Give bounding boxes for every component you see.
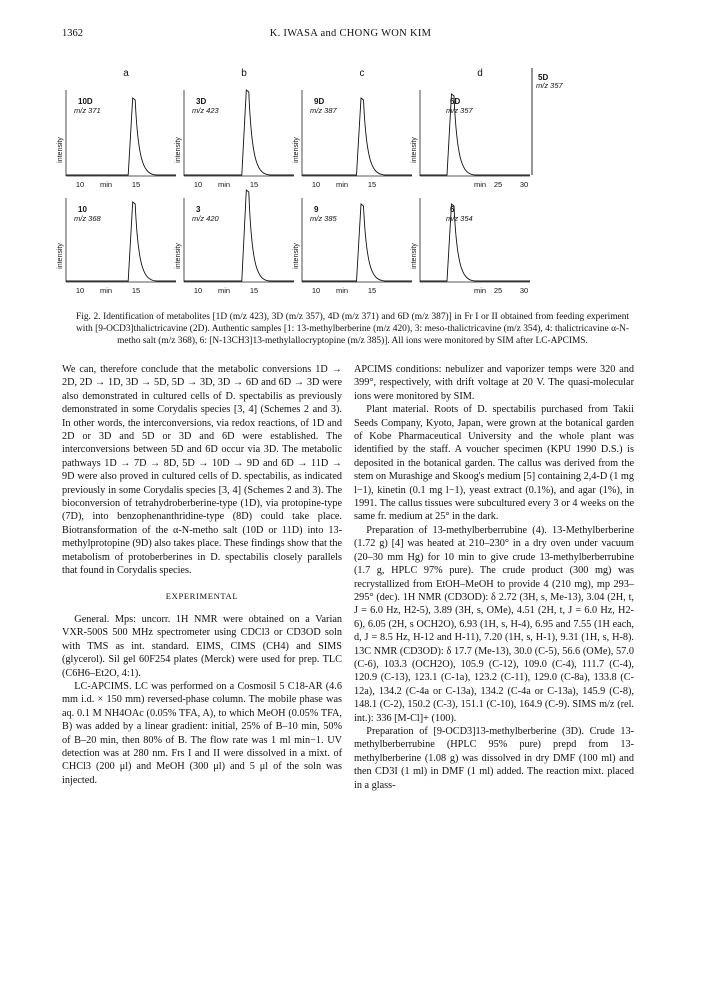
peak-label: 6	[450, 205, 455, 214]
x-tick-label: min	[473, 180, 487, 189]
x-tick-label: 10	[193, 286, 203, 295]
x-tick-label: 30	[519, 180, 529, 189]
x-tick-label: min	[217, 180, 231, 189]
y-axis-label: intensity	[411, 137, 418, 163]
y-axis-label: intensity	[57, 137, 64, 163]
x-tick-label: 10	[311, 180, 321, 189]
panel-letter: d	[477, 68, 483, 79]
peak-label: 10	[78, 205, 87, 214]
mz-label: m/z 354	[446, 214, 473, 223]
chromatogram-trace	[420, 204, 530, 281]
paragraph: LC-APCIMS. LC was performed on a Cosmosil 5 C18-AR (4.6 mm i.d. × 150 mm) reversed-phase column. The mobile phase was aq. 0.1 M NH4OAc (0.05% TFA, A), to which MeOH (0.05% TFA, B) was added by a linear gradient: initial, 25% of B–10 min, 50% of B–20 min, then 80% of B. The flow rate was 1 ml min−1. UV detection was at 280 nm. Frs I and II were dissolved in a mixt. of CHCl3 (200 μl) and MeOH (300 μl) and 5 μl of the soln was injected.	[62, 680, 342, 786]
running-title: K. IWASA and CHONG WON KIM	[269, 28, 432, 39]
page-number: 1362	[62, 28, 83, 39]
x-tick-label: min	[473, 286, 487, 295]
x-tick-label: 10	[193, 180, 203, 189]
x-tick-label: 25	[493, 180, 503, 189]
mz-label: m/z 357	[446, 106, 473, 115]
x-tick-label: min	[335, 286, 349, 295]
mz-label: m/z 420	[192, 214, 219, 223]
x-tick-label: min	[217, 286, 231, 295]
peak-label: 9	[314, 205, 319, 214]
y-axis-label: intensity	[175, 137, 182, 163]
figure-2-chromatograms	[57, 54, 642, 306]
mz-label: m/z 423	[192, 106, 219, 115]
y-axis-label: intensity	[293, 243, 300, 269]
x-tick-label: 15	[249, 286, 259, 295]
peak-label: 6D	[450, 97, 461, 106]
right-column	[354, 363, 634, 792]
chromatogram-trace	[420, 94, 530, 175]
x-tick-label: 25	[493, 286, 503, 295]
paragraph: APCIMS conditions: nebulizer and vaporizer temps were 320 and 399°, respectively, with drift voltage at 20 V. The quasi-molecular ions were monitored by SIM.	[354, 364, 634, 402]
x-tick-label: 10	[75, 286, 85, 295]
x-tick-label: 15	[249, 180, 259, 189]
section-heading: EXPERIMENTAL	[165, 590, 239, 601]
panel-letter: c	[359, 68, 365, 79]
x-tick-label: 15	[367, 286, 377, 295]
mz-label: m/z 387	[310, 106, 337, 115]
mz-label: m/z 368	[74, 214, 101, 223]
paragraph: Preparation of 13-methylberberrubine (4). 13-Methylberberine (1.72 g) [4] was heated at 210–230° in a dry oven under vacuum (20–30 mm Hg) for 10 min to give crude 13-methylberberrubine (1.7 g, HPLC 97% pure). The crude product (300 mg) was recrystallized from EtOH–MeOH to provide 4 (210 mg), mp 293–295° (dec). 1H NMR (CD3OD): δ 2.72 (3H, s, Me-13), 3.04 (2H, t, J = 6.0 Hz, H2-5), 3.89 (3H, s, OMe), 4.51 (2H, t, J = 6.0 Hz, H2-6), 6.05 (2H, s OCH2O), 6.93 (1H, s, H-4), 6.95 and 7.55 (1H each, d, J = 8.5 Hz, H-12 and H-11), 7.20 (1H, s, H-1), 9.31 (1H, s, H-8). 13C NMR (CD3OD): δ 17.7 (Me-13), 30.0 (C-5), 56.6 (OMe), 57.0 (C-6), 103.3 (OCH2O), 105.9 (C-12), 109.0 (C-4), 111.7 (C-4), 120.9 (C-13), 123.1 (C-1a), 123.2 (C-11), 129.0 (C-8a), 133.8 (C-12a), 134.2 (C-4a or C-13a), 134.2 (C-4a or C-13a), 145.9 (C-8), 148.1 (C-2), 150.2 (C-3), 151.1 (C-10), 164.9 (C-9). SIMS m/z (rel. int.): 336 [M-Cl]+ (100).	[354, 524, 634, 724]
x-tick-label: 15	[131, 286, 141, 295]
peak-label: 3	[196, 205, 201, 214]
mz-label: m/z 371	[74, 106, 101, 115]
panel-letter: b	[241, 68, 247, 79]
y-axis-label: intensity	[57, 243, 64, 269]
paragraph: General. Mps: uncorr. 1H NMR were obtained on a Varian VXR-500S 500 MHz spectrometer using CDCl3 or CD3OD soln with TMS as int. standard. EIMS, CIMS (CH4) and SIMS (glycerol). Sil gel 60F254 plates (Merck) were used for prep. TLC (C6H6–Et2O, 4:1).	[62, 613, 342, 679]
x-tick-label: min	[335, 180, 349, 189]
panel-letter: a	[123, 68, 129, 79]
x-tick-label: min	[99, 180, 113, 189]
y-axis-label: intensity	[411, 243, 418, 269]
peak-label: 9D	[314, 97, 325, 106]
x-tick-label: min	[99, 286, 113, 295]
x-tick-label: 10	[75, 180, 85, 189]
peak-label: 3D	[196, 97, 207, 106]
x-tick-label: 30	[519, 286, 529, 295]
left-column	[62, 363, 342, 787]
x-tick-label: 15	[367, 180, 377, 189]
figure-caption: Fig. 2. Identification of metabolites [1D (m/z 423), 3D (m/z 357), 4D (m/z 371) and 6D (m/z 387)] in Fr I or II obtained from feeding experiment with [9-OCD3]thalictricavine (2D). Authentic samples [1: 13-methylberberine (m/z 420), 3: meso-thalictricavine (m/z 354), 4: thalictricavine α-N-metho salt (m/z 368), 6: [N-13CH3]13-methylallocryptopine (m/z 385)]. All ions were monitored by SIM after LC-APCIMS.	[76, 312, 629, 346]
paragraph: Plant material. Roots of D. spectabilis purchased from Takii Seeds Company, Kyoto, Japan, were grown at the botanical garden of Kobe Pharmaceutical University and the whole plant was identified by the staff. A voucher specimen (KPU 1990 D.S.) is deposited in the botanical garden. The callus was derived from the stem on Murashige and Skoog's medium [5] containing 2,4-D (1 mg l−1), kinetin (0.1 mg l−1), yeast extract (0.1%), and agar (1%), in 1991. The callus tissues were subcultured every 3 or 4 weeks on the same fr. medium at 25° in the dark.	[354, 404, 634, 523]
peak-label: 10D	[78, 97, 93, 106]
x-tick-label: 10	[311, 286, 321, 295]
paragraph: Preparation of [9-OCD3]13-methylberberine (3D). Crude 13-methylberberrubine (HPLC 95% pure) prepd from 13-methylberberine (1.08 g) was dissolved in dry DMF (100 ml) and then CD3I (1 ml) in DMF (1 ml) added. The reaction mixt. placed in a glass-	[354, 725, 634, 791]
peak-label: 5D	[538, 73, 549, 82]
y-axis-label: intensity	[175, 243, 182, 269]
chromatogram-trace	[184, 190, 294, 281]
paragraph: We can, therefore conclude that the metabolic conversions 1D → 2D, 2D → 1D, 3D → 5D, 5D → 3D, 3D → 6D and 6D → 3D were also demonstrated in cultured cells of D. spectabilis as previously demonstrated in some Corydalis species [3, 4] (Schemes 2 and 3). In other words, the interconversions, via redox reactions, of 1D and 2D or 3D and 5D or 3D and 6D were established. The interconversions between 5D and 6D occur via 3D. The metabolic pathways 1D → 7D → 8D, 5D → 10D → 9D and 6D → 11D → 9D were also proved in cultured cells of D. spectabilis, as indicated previously in some Corydalis species [3, 4] (Schemes 2 and 3). The bioconversion of tetrahydroberberine-type (1D), via protopine-type (7D), into benzophenanthridine-type (8D) could take place. Biotransformation of the α-N-metho salt (10D or 11D) into 13-methylprotopine (9D) also takes place. These findings show that the metabolism of protoberberines in D. spectabilis closely parallels that found in Corydalis species.	[62, 364, 342, 577]
x-tick-label: 15	[131, 180, 141, 189]
y-axis-label: intensity	[293, 137, 300, 163]
mz-label: m/z 357	[536, 81, 563, 90]
mz-label: m/z 385	[310, 214, 337, 223]
